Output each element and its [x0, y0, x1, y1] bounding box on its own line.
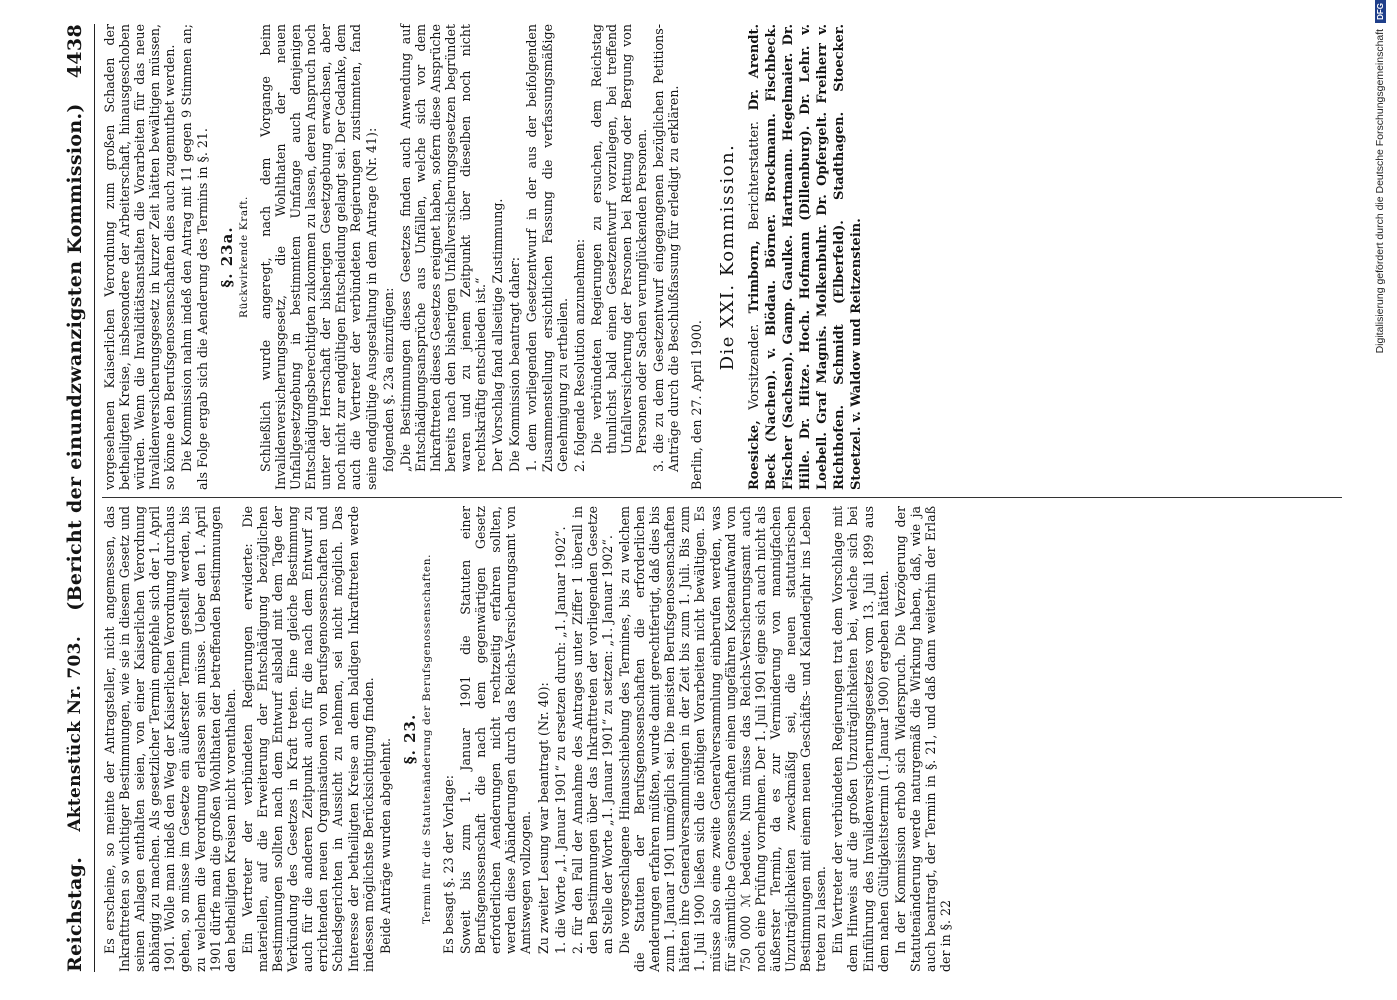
- paragraph: Die Kommission beantragt daher:: [507, 256, 523, 472]
- paragraph: Ein Vertreter der verbündeten Regierungen trat dem Vorschlage mit dem Hinweis auf die großen Unzuträglichkeiten bei, welche sich bei Einführung des Invalidenversicherungsgesetzes vom 13. Juli 1899 aus dem nahen Gültigkeitstermin (1. Januar 1900) ergeben hätten.: [830, 506, 891, 972]
- column-left: [102, 506, 955, 972]
- section-subheading: Termin für die Statutenänderung der Berufsgenossenschaften.: [420, 553, 433, 925]
- list-item: 1. die Worte „1. Januar 1901“ zu ersetzen durch: „1. Januar 1902“.: [552, 526, 568, 954]
- header-left: Reichstag.: [64, 856, 86, 972]
- paragraph: vorgesehenen Kaiserlichen Verordnung zum großen Schaden der betheiligten Kreise, insbesondere der Arbeiterschaft, hinausgeschoben würden. Wenn die Invaliditätsanstalten die Vorarbeiten für das neue Invalidenversicherungsgesetz in kurzer Zeit hätten bewältigen müssen, so könne den Berufsgenossenschaften dies auch zugemuthet werden.: [102, 24, 178, 490]
- funding-note: [1366, 0, 1394, 1000]
- resolution-text: Die verbündeten Regierungen zu ersuchen, dem Reichstag thunlichst bald einen Gesetzentwurf vorzulegen, bei treffend Unfallversicherung der Personen bei Rettung oder Bergung von Personen oder Sachen verunglückenden Personen.: [588, 24, 650, 454]
- section-heading: §. 23.: [400, 713, 419, 765]
- section-subheading: Rückwirkende Kraft.: [237, 196, 250, 318]
- paragraph: In der Kommission erhob sich Widerspruch. Die Verzögerung der Statutenänderung werde naturgemäß die Wirkung haben, daß, wie ja auch beantragt, der Termin in §. 21, und daß dann weiterhin der Erlaß der in §. 22: [892, 506, 953, 972]
- header-middle: Aktenstück Nr. 703.: [65, 635, 85, 832]
- paragraph: Zu zweiter Lesung war beantragt (Nr. 40):: [535, 682, 551, 954]
- funding-text: Digitalisierung gefördert durch die Deutsche Forschungsgemeinschaft: [1374, 28, 1386, 354]
- rapporteur-role: Berichterstatter.: [746, 120, 762, 231]
- commission-title: Die XXI. Kommission.: [717, 143, 739, 371]
- quoted-text: Soweit bis zum 1. Januar 1901 die Statuten einer Berufsgenossenschaft die nach dem gegenwärtigen Gesetz erforderlichen Aenderungen nicht rechtzeitig erfahren sollten, werden diese Abänderungen durch das Reichs-Versicherungsamt von Amtswegen vollzogen.: [458, 506, 534, 954]
- paragraph: Beide Anträge wurden abgelehnt.: [377, 738, 393, 954]
- header-title: (Bericht der einundzwanzigsten Kommission.): [64, 103, 86, 611]
- quoted-text: „Die Bestimmungen dieses Gesetzes finden auch Anwendung auf Entschädigungsansprüche aus Unfällen, welche sich vor dem Inkrafttreten dieses Gesetzes ereignet haben, sofern diese Ansprüche bereits nach den bisherigen Unfallversicherungsgesetzen begründet waren und zu jenem Zeitpunkt über dieselben noch nicht rechtskräftig entschieden ist.“: [397, 24, 489, 472]
- member-list: Dr. Arendt. Beck (Nachen). v. Blödau. Börner. Brockmann. Fischbeck. Fischer (Sachsen). Gamp. Gaulke. Hartmann. Hegelmaier. Dr. Hille. Dr. Hitze. Hoch. Hofmann (Dillenburg). Dr. Lehr. v. Loebell. Graf Magnis. Molkenbuhr. Dr. Opfergelt. Freiherr v. Richthofen. Schmidt (Elberfeld). Stadthagen. Stoecker. Stoetzel. v. Waldow und Reitzenstein.: [746, 23, 864, 490]
- section-heading: §. 23a.: [217, 226, 236, 288]
- paragraph: Es erscheine, so meinte der Antragsteller, nicht angemessen, das Inkrafttreten so wichtiger Bestimmungen, wie sie in diesem Gesetz und seinen Anlagen enthalten seien, von einer Kaiserlichen Verordnung abhängig zu machen. Als gesetzlicher Termin empfehle sich der 1. April 1901. Wolle man indeß den Weg der Kaiserlichen Verordnung durchaus gehen, so müsse im Gesetze ein äußerster Termin gestellt werden, bis zu welchem die Verordnung erlassen sein müsse. Ueber den 1. April 1901 dürfe man die großen Wohlthaten der betreffenden Bestimmungen den betheiligten Kreisen nicht vorenthalten.: [102, 506, 238, 972]
- paragraph: Der Vorschlag fand allseitige Zustimmung.: [490, 198, 506, 472]
- list-item: 2. für den Fall der Annahme des Antrages unter Ziffer 1 überall in den Bestimmungen über das Inkrafttreten der vorliegenden Gesetze an Stelle der Worte „1. Januar 1901“ zu setzen: „1. Januar 1902“.: [569, 506, 615, 954]
- list-item: 1. dem vorliegenden Gesetzentwurf in der aus der beifolgenden Zusammenstellung ersichtlichen Fassung die verfassungsmäßige Genehmigung zu ertheilen.: [524, 24, 570, 472]
- column-divider: [102, 497, 1342, 498]
- chair-name: Roesicke,: [746, 420, 762, 490]
- dfg-logo: DFG: [1375, 0, 1386, 23]
- page-number: 4438: [64, 24, 86, 79]
- dateline: Berlin, den 27. April 1900.: [689, 320, 705, 490]
- page-header: [58, 24, 92, 972]
- column-right: [102, 24, 865, 490]
- paragraph: Die vorgeschlagene Hinausschiebung des Termines, bis zu welchem die Statuten der Berufsgenossenschaften die erforderlichen Aenderungen erfahren müßten, wurde damit gerechtfertigt, daß dies bis zum 1. Januar 1901 unmöglich sei. Die meisten Berufsgenossenschaften hätten ihre Generalversammlungen in der Zeit bis zum 1. Juli. Bis zum 1. Juli 1900 ließen sich die nöthigen Vorarbeiten nicht bewältigen. Es müsse also eine zweite Generalversammlung einberufen werden, was für sämmtliche Genossenschaften einen ungefähren Kostenaufwand von 750 000 ℳ bedeute. Nun müsse das Reichs-Versicherungsamt auch noch eine Prüfung vornehmen. Der 1. Juli 1901 eigne sich auch nicht als äußerster Termin, da es zur Verminderung von mannigfachen Unzuträglichkeiten zweckmäßig sei, die neuen statutarischen Bestimmungen mit einem neuen Geschäfts- und Kalenderjahr ins Leben treten zu lassen.: [617, 506, 829, 972]
- list-item: 3. die zu dem Gesetzentwurf eingegangenen bezüglichen Petitions-Anträge durch die Beschlußfassung für erledigt zu erklären.: [651, 24, 682, 472]
- rapporteur-name: Trimborn,: [746, 240, 762, 314]
- paragraph: Die Kommission nahm indeß den Antrag mit 11 gegen 9 Stimmen an; als Folge ergab sich die Aenderung des Termins in §. 21.: [179, 24, 210, 490]
- paragraph: Schließlich wurde angeregt, nach dem Vorgange beim Invalidenversicherungsgesetz, die Wohlthaten der neuen Unfallgesetzgebung in bestimmtem Umfange auch denjenigen Entschädigungsberechtigten zukommen zu lassen, deren Anspruch noch unter der Herrschaft der bisherigen Gesetzgebung erwachsen, aber noch nicht zur endgültigen Entscheidung gelangt sei. Der Gedanke, dem auch die Vertreter der verbündeten Regierungen zustimmten, fand seine endgültige Ausgestaltung in dem Antrage (Nr. 41):: [257, 24, 379, 490]
- chair-role: Vorsitzender.: [746, 323, 762, 410]
- header-rule: [94, 24, 95, 972]
- signatures: [746, 24, 865, 490]
- document-page: [58, 24, 1358, 972]
- list-item: 2. folgende Resolution anzunehmen:: [571, 238, 587, 472]
- paragraph: Es besagt §. 23 der Vorlage:: [440, 775, 456, 954]
- paragraph: folgenden §. 23a einzufügen:: [380, 287, 396, 472]
- paragraph: Ein Vertreter der verbündeten Regierungen erwiderte: Die materiellen, auf die Erweiterung der Entschädigung bezüglichen Bestimmungen sollten nach dem Entwurf alsbald mit dem Tage der Verkündung des Gesetzes in Kraft treten. Eine gleiche Bestimmung auch für die anderen Zeitpunkt auch für die nach dem Entwurf zu errichtenden neuen Organisationen von Berufsgenossenschaften und Schiedsgerichten in Aussicht zu nehmen, sei nicht möglich. Das Interesse der betheiligten Kreise an dem baldigen Inkrafttreten werde indessen möglichste Berücksichtigung finden.: [239, 506, 376, 972]
